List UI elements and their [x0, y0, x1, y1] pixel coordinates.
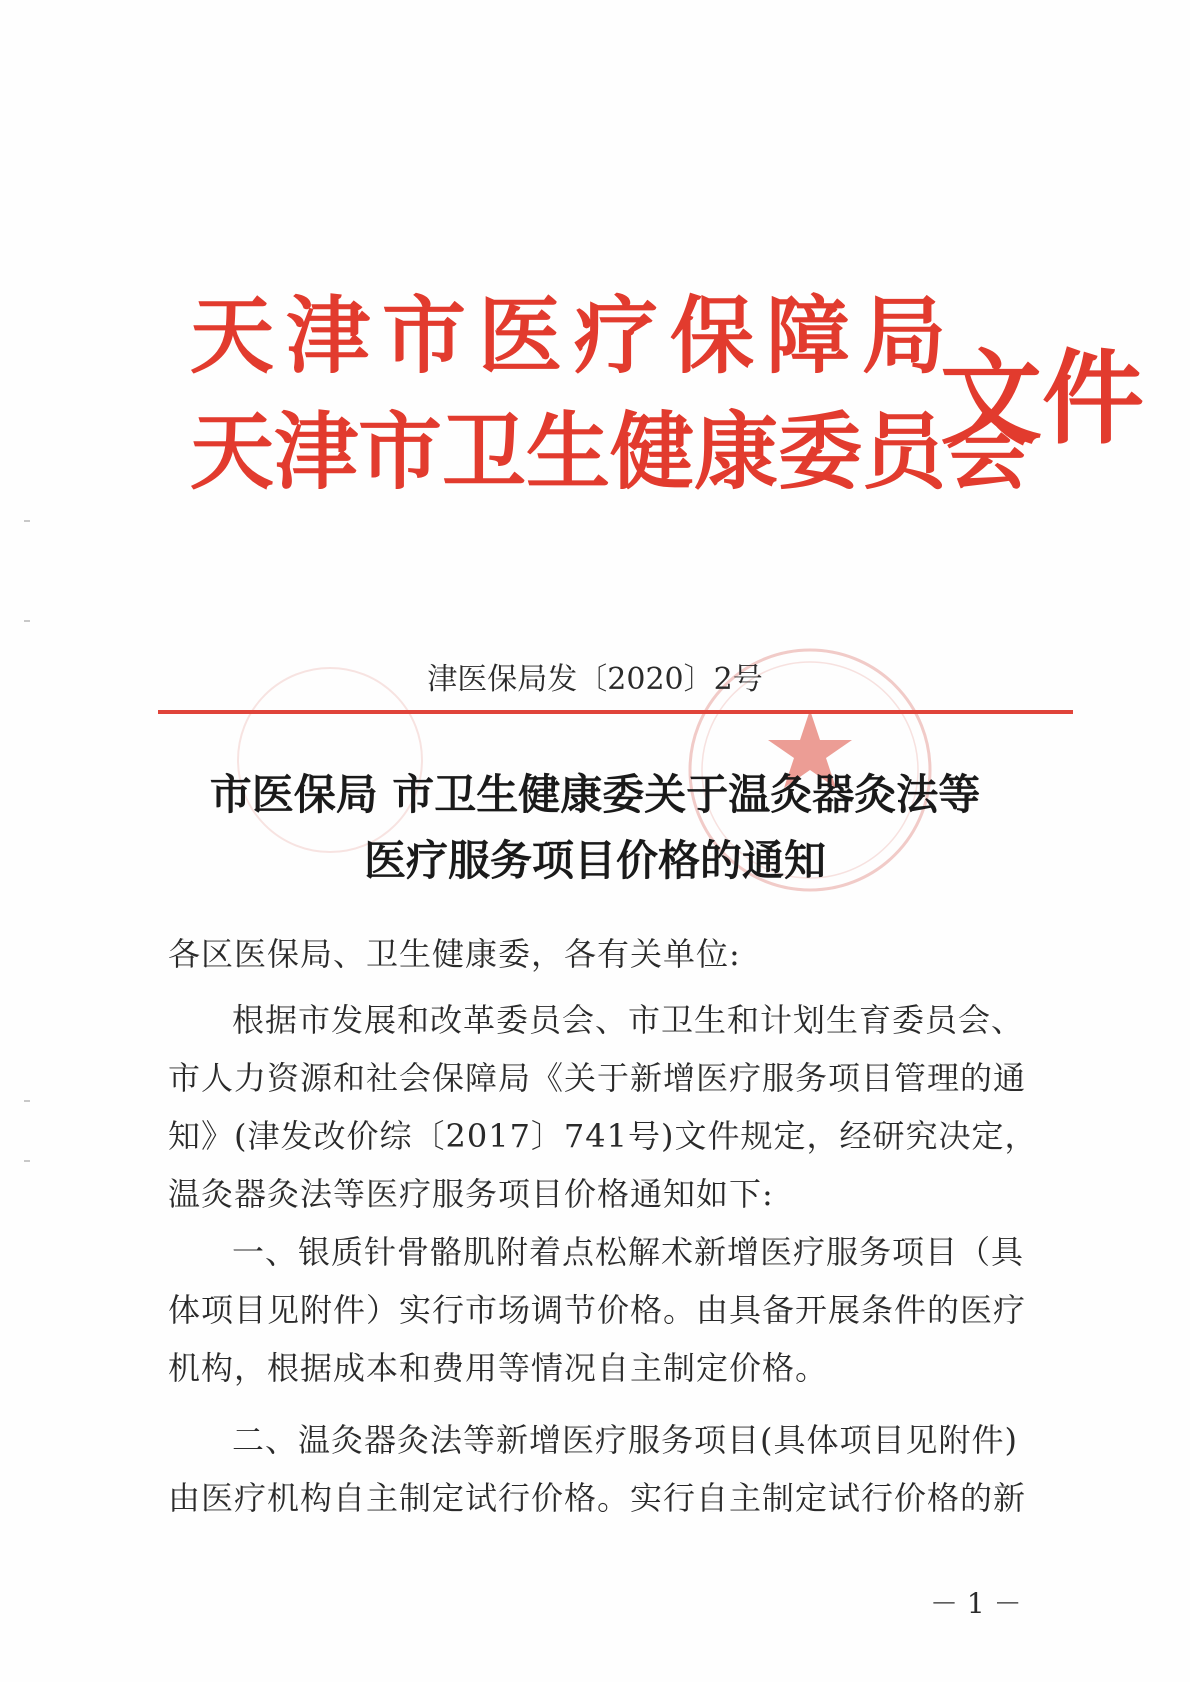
salutation: 各区医保局、卫生健康委，各有关单位: [168, 935, 741, 973]
scan-mark [24, 620, 30, 622]
paragraph-1-line-2: 市人力资源和社会保障局《关于新增医疗服务项目管理的通 [168, 1059, 1027, 1097]
paragraph-2-line-3: 机构，根据成本和费用等情况自主制定价格。 [168, 1349, 829, 1387]
paragraph-1-line-1: 根据市发展和改革委员会、市卫生和计划生育委员会、 [232, 1001, 1025, 1039]
paragraph-3-line-2: 由医疗机构自主制定试行价格。实行自主制定试行价格的新 [168, 1479, 1027, 1517]
notice-title-line-2: 医疗服务项目价格的通知 [363, 836, 826, 885]
document-number: 津医保局发〔2020〕2号 [427, 662, 763, 697]
scan-mark [24, 1160, 30, 1162]
paragraph-1-line-3: 知》(津发改价综〔2017〕741号)文件规定，经研究决定， [168, 1117, 1038, 1155]
paragraph-1-line-4: 温灸器灸法等医疗服务项目价格通知如下: [168, 1175, 774, 1213]
document-type-label: 文件 [940, 339, 1144, 459]
scan-mark [24, 1100, 30, 1102]
issuer-name-1: 天津市医疗保障局 [190, 286, 959, 385]
red-separator-line [158, 710, 1073, 714]
notice-title-line-1: 市医保局 市卫生健康委关于温灸器灸法等 [209, 770, 981, 819]
paragraph-2-line-1: 一、银质针骨骼肌附着点松解术新增医疗服务项目（具 [232, 1233, 1025, 1271]
scan-mark [24, 520, 30, 522]
paragraph-2-line-2: 体项目见附件）实行市场调节价格。由具备开展条件的医疗 [168, 1291, 1027, 1329]
page-number: － 1 － [930, 1587, 1022, 1620]
paragraph-3-line-1: 二、温灸器灸法等新增医疗服务项目(具体项目见附件) [232, 1421, 1018, 1459]
issuer-name-2: 天津市卫生健康委员会 [190, 402, 1031, 501]
